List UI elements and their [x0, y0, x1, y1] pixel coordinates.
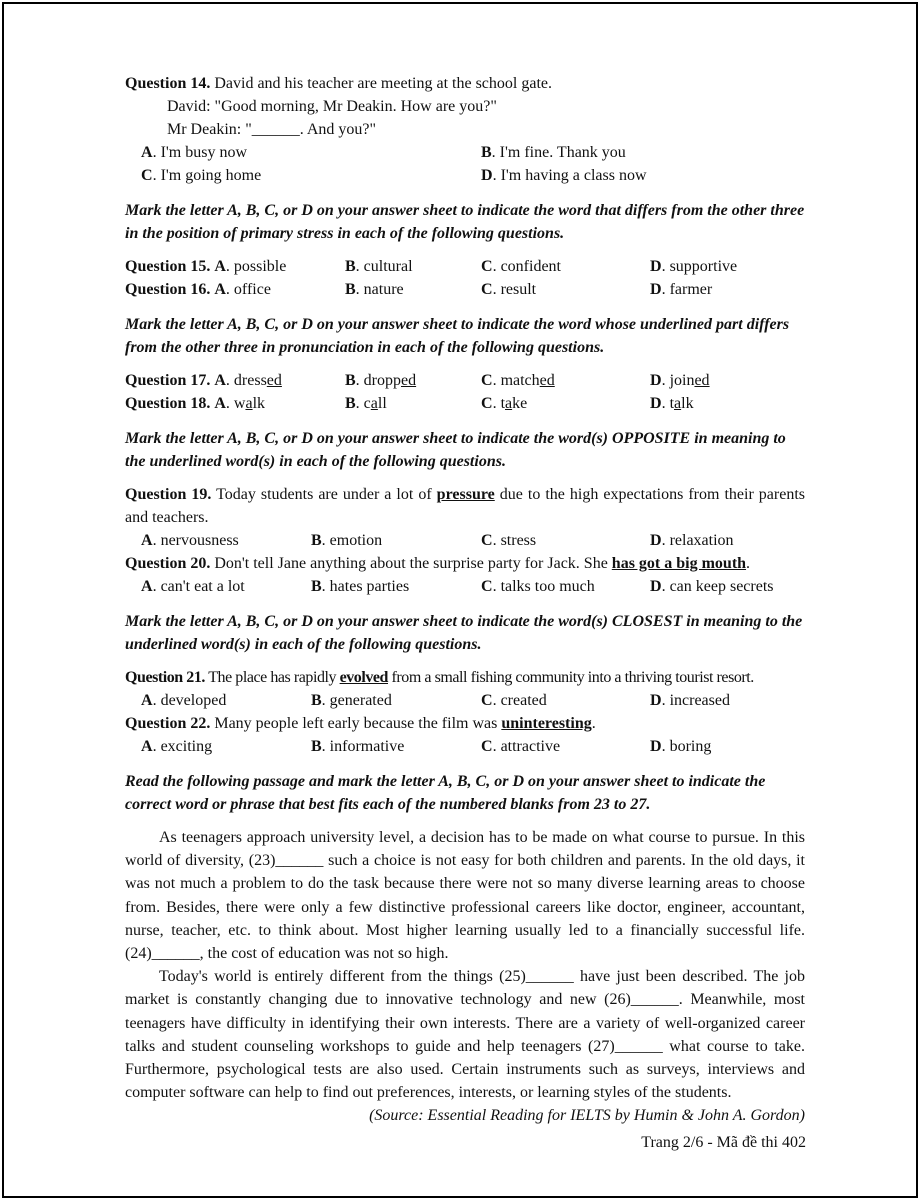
- option-a: A. I'm busy now: [141, 144, 247, 161]
- option-a: A. exciting: [141, 738, 213, 755]
- question-16: [125, 278, 805, 301]
- option-c: C. I'm going home: [141, 167, 262, 184]
- options-row: [125, 735, 805, 758]
- option-c: C. stress: [481, 532, 537, 549]
- option-a: A. developed: [141, 692, 227, 709]
- option-a: A. nervousness: [141, 532, 239, 549]
- question-17: [125, 369, 805, 392]
- option-d: D. boring: [650, 738, 712, 755]
- option-c: C. talks too much: [481, 578, 595, 595]
- option-c: C. result: [481, 281, 537, 298]
- question-19: Question 19. Today students are under a lot of pressure due to the high expectations from their parents and teachers.: [125, 486, 805, 526]
- passage-paragraph: Today's world is entirely different from the things (25)______ have just been described. The job market is constantly changing due to innovative technology and new (26)______. Meanwhile, most teenagers have difficulty in identifying their own interests. There are a variety of well-organized career talks and student counseling workshops to guide and help teenagers (27)______ what course to take. Furthermore, psychological tests are also used. Certain instruments such as surveys, interviews and computer software can help to find out preferences, interests, or learning styles of the students.: [125, 968, 805, 1102]
- instruction-stress: Mark the letter A, B, C, or D on your answer sheet to indicate the word that differs from the other three in the position of primary stress in each of the following questions.: [125, 202, 805, 242]
- options-row: [125, 689, 805, 712]
- question-22: Question 22. Many people left early because the film was uninteresting.: [125, 715, 596, 732]
- instruction-opposite: Mark the letter A, B, C, or D on your answer sheet to indicate the word(s) OPPOSITE in meaning to the underlined word(s) in each of the following questions.: [125, 430, 786, 470]
- option-a: Question 18. A. walk: [125, 395, 266, 412]
- option-b: B. generated: [311, 692, 392, 709]
- page-content: [125, 72, 805, 1127]
- option-b: B. emotion: [311, 532, 383, 549]
- option-c: C. created: [481, 692, 547, 709]
- exam-page: [2, 2, 918, 1198]
- instruction-closest: Mark the letter A, B, C, or D on your answer sheet to indicate the word(s) CLOSEST in meaning to the underlined word(s) in each of the following questions.: [125, 613, 803, 653]
- passage-source: (Source: Essential Reading for IELTS by Humin & John A. Gordon): [369, 1107, 805, 1125]
- option-b: B. dropped: [345, 372, 417, 389]
- option-b: B. nature: [345, 281, 404, 298]
- option-c: C. take: [481, 395, 528, 412]
- option-d: D. increased: [650, 692, 730, 709]
- instruction-passage: Read the following passage and mark the letter A, B, C, or D on your answer sheet to indicate the correct word or phrase that best fits each of the numbered blanks from 23 to 27.: [125, 773, 766, 813]
- option-d: D. I'm having a class now: [481, 167, 647, 184]
- question-20: Question 20. Don't tell Jane anything about the surprise party for Jack. She has got a big mouth.: [125, 555, 751, 572]
- option-d: D. farmer: [650, 281, 713, 298]
- option-b: B. hates parties: [311, 578, 410, 595]
- option-b: B. call: [345, 395, 387, 412]
- reading-passage: [125, 826, 805, 1127]
- option-b: B. cultural: [345, 258, 413, 275]
- instruction-pronunciation: Mark the letter A, B, C, or D on your answer sheet to indicate the word whose underlined part differs from the other three in pronunciation in each of the following questions.: [125, 316, 790, 356]
- option-a: Question 15. A. possible: [125, 258, 287, 275]
- option-b: B. I'm fine. Thank you: [481, 144, 626, 161]
- option-c: C. matched: [481, 372, 555, 389]
- options-row: [125, 529, 805, 552]
- option-a: A. can't eat a lot: [141, 578, 245, 595]
- option-d: D. joined: [650, 372, 710, 389]
- question-stem: David and his teacher are meeting at the school gate.: [210, 75, 552, 92]
- option-d: D. relaxation: [650, 532, 734, 549]
- options-row: [125, 164, 805, 187]
- question-number: Question 14.: [125, 75, 211, 92]
- option-d: D. talk: [650, 395, 694, 412]
- option-b: B. informative: [311, 738, 405, 755]
- option-a: Question 17. A. dressed: [125, 372, 282, 389]
- question-21: Question 21. The place has rapidly evolved from a small fishing community into a thriving tourist resort.: [125, 669, 754, 686]
- passage-paragraph: As teenagers approach university level, a decision has to be made on what course to pursue. In this world of diversity, (23)______ such a choice is not easy for both children and parents. In the old days, it was not much a problem to do the task because there were not so many diverse learning areas to choose from. Besides, there were only a few distinctive professional careers like doctor, engineer, accountant, nurse, teacher, etc. to think about. Most higher learning usually led to a financially successful life. (24)______, the cost of education was not so high.: [125, 829, 805, 963]
- options-row: [125, 575, 805, 598]
- page-footer: Trang 2/6 - Mã đề thi 402: [641, 1134, 806, 1151]
- option-d: D. supportive: [650, 258, 738, 275]
- option-a: Question 16. A. office: [125, 281, 271, 298]
- option-c: C. attractive: [481, 738, 561, 755]
- dialogue-line: Mr Deakin: "______. And you?": [167, 121, 377, 138]
- question-14: [125, 72, 805, 95]
- options-row: [125, 141, 805, 164]
- question-18: [125, 392, 805, 415]
- option-c: C. confident: [481, 258, 561, 275]
- dialogue-line: David: "Good morning, Mr Deakin. How are you?": [167, 98, 497, 115]
- option-d: D. can keep secrets: [650, 578, 774, 595]
- question-15: [125, 255, 805, 278]
